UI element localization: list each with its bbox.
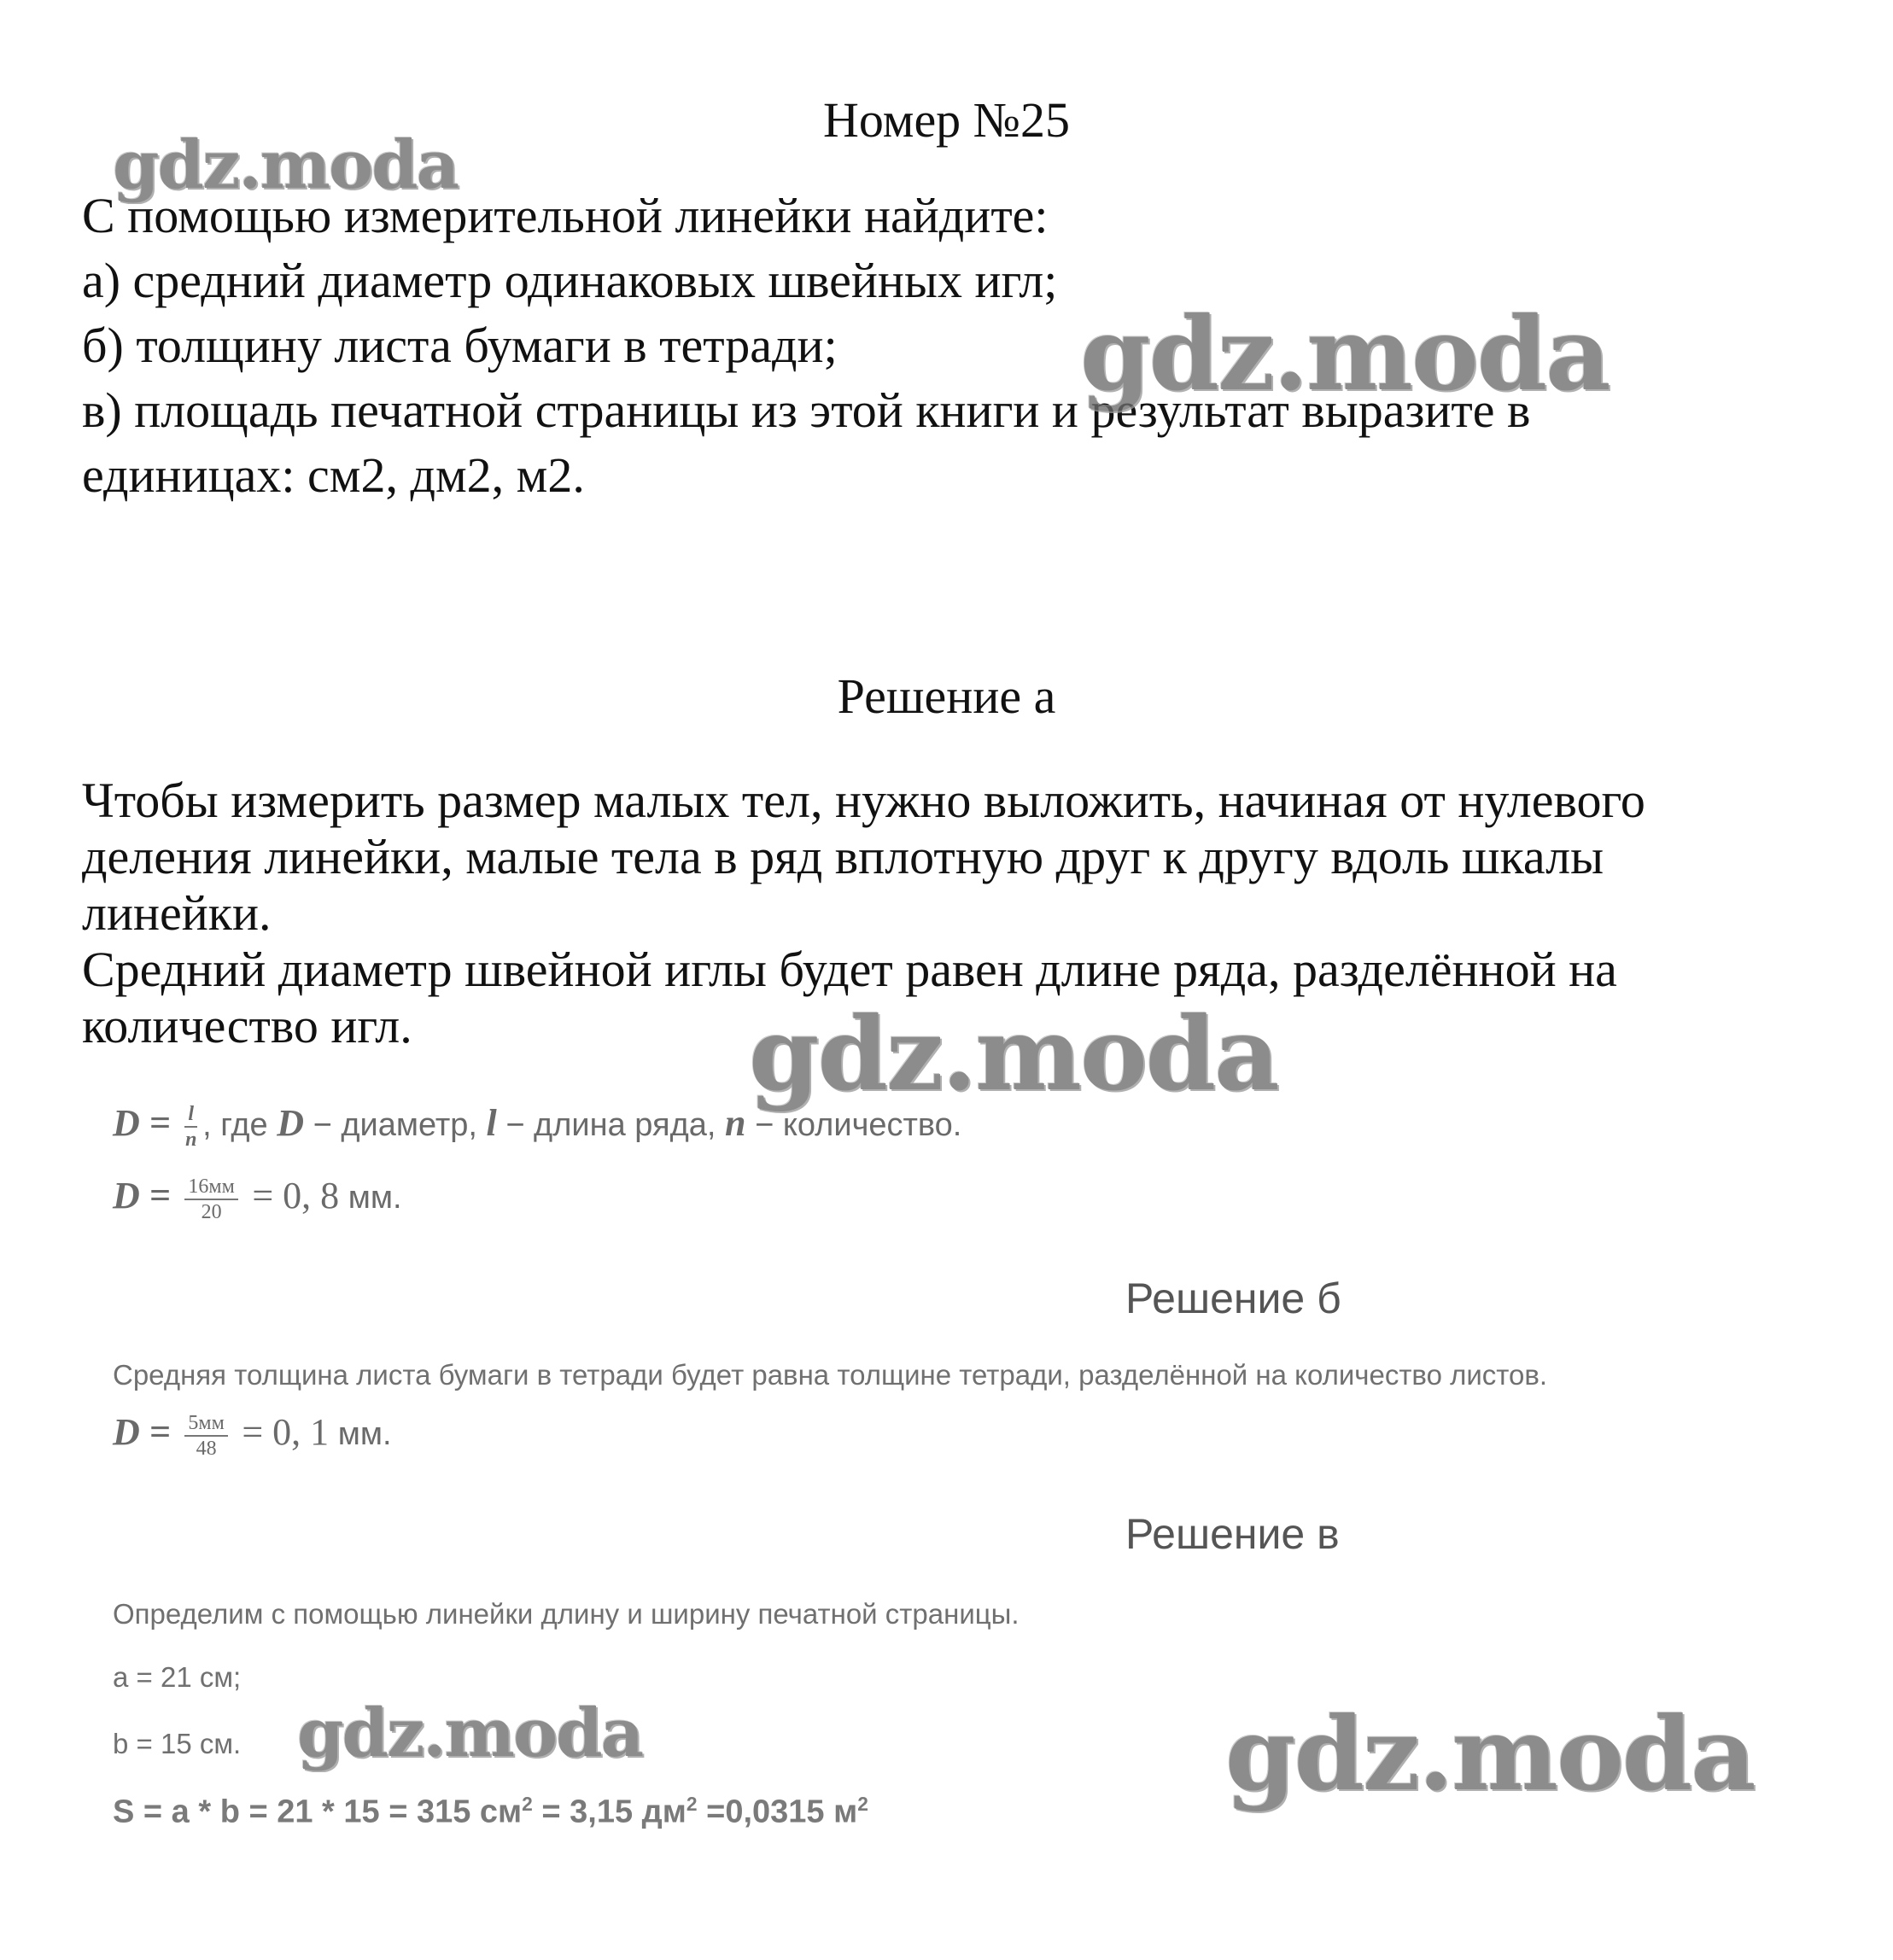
formula-lhs: D = — [113, 1102, 171, 1144]
solution-a-paragraph-1: Чтобы измерить размер малых тел, нужно выложить, начиная от нулевого деления линейки, малые тела в ряд вплотную друг к другу вдоль шкалы линейки. — [82, 773, 1645, 941]
watermark-logo: gdz.moda — [113, 126, 459, 204]
solution-b-text: Средняя толщина листа бумаги в тетради будет равна толщине тетради, разделённой на количество листов. — [113, 1359, 1548, 1391]
formula-thickness-result: D = $\frac{5мм}{48}$ = 0, 1 мм. — [113, 1411, 392, 1460]
task-item-a: а) средний диаметр одинаковых швейных игл; — [82, 253, 1058, 308]
task-intro: С помощью измерительной линейки найдите: — [82, 188, 1049, 243]
task-item-c-line1: в) площадь печатной страницы из этой книги и результат выразите в — [82, 382, 1531, 438]
watermark-logo: gdz.moda — [297, 1695, 643, 1772]
solution-c-area-formula: S = a * b = 21 * 15 = 315 $см^2 = 3,15$ $дм^2 =0,0315$ $м^2$ — [113, 1793, 868, 1830]
solution-a-heading: Решение а — [837, 668, 1056, 724]
watermark-logo: gdz.moda — [1080, 295, 1610, 413]
fraction: $\frac{5мм}{48}$ — [184, 1411, 227, 1461]
fraction: $\frac{16мм}{20}$ — [184, 1175, 237, 1224]
solution-c-heading: Решение в — [1125, 1510, 1340, 1558]
solution-c-b-line: b = 15 см. — [113, 1728, 242, 1759]
solution-c-text: Определим с помощью линейки длину и ширину печатной страницы. — [113, 1598, 1020, 1630]
solution-a-paragraph-2: Средний диаметр швейной иглы будет равен длине ряда, разделённой на количество игл. — [82, 942, 1617, 1053]
fraction: $\frac{l}{n}$ — [185, 1102, 197, 1151]
formula-diameter-definition: D = $\frac{l}{n}$ , где D − диаметр, l − длина ряда, n − количество. — [113, 1102, 962, 1151]
formula-diameter-result: D = $\frac{16мм}{20}$ = 0, 8 мм. — [113, 1175, 402, 1223]
solution-b-heading: Решение б — [1125, 1275, 1341, 1322]
task-item-b: б) толщину листа бумаги в тетради; — [82, 318, 838, 373]
solution-c-a-line: a = 21 см; — [113, 1661, 242, 1693]
watermark-logo: gdz.moda — [749, 995, 1278, 1113]
page-title: Номер №25 — [822, 92, 1071, 148]
watermark-logo: gdz.moda — [1225, 1695, 1755, 1813]
task-item-c-line2: единицах: см2, дм2, м2. — [82, 447, 585, 503]
